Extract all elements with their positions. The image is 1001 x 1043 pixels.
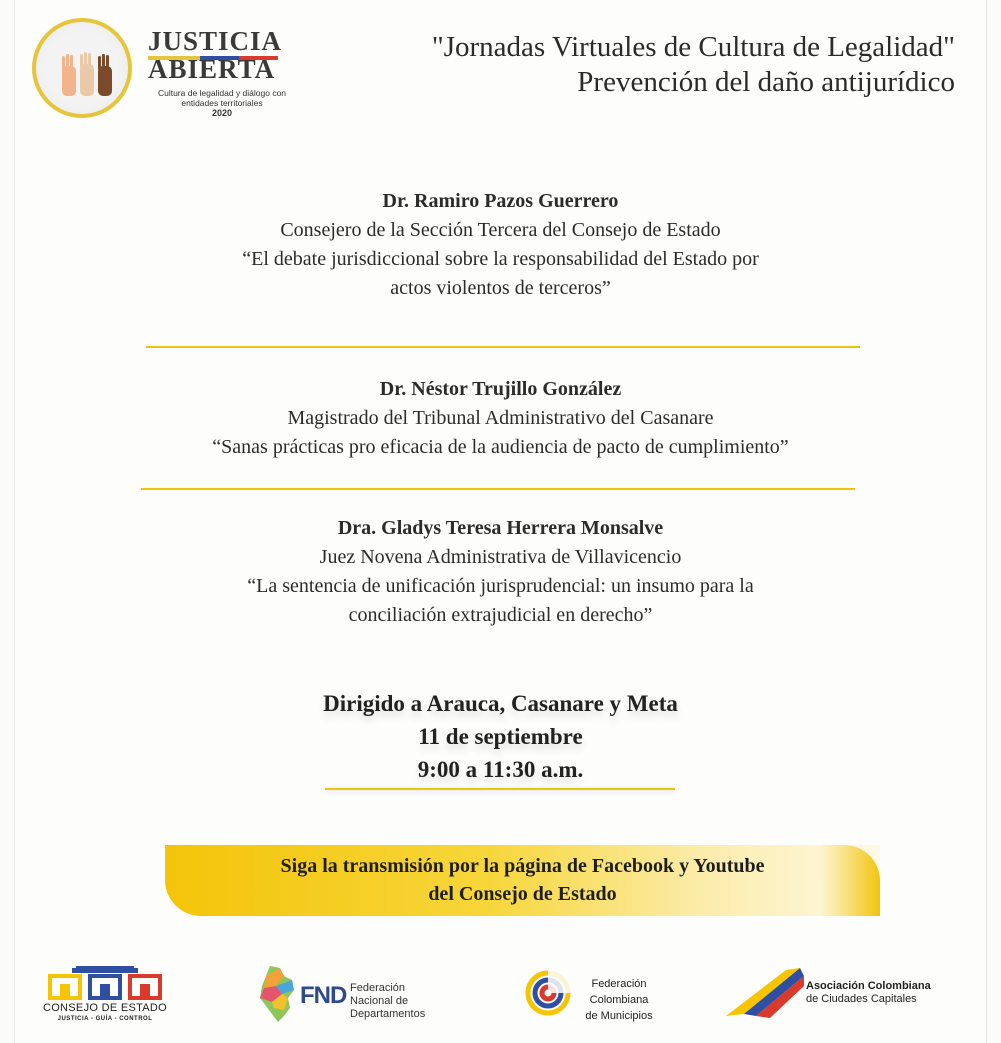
speaker-name: Dr. Ramiro Pazos Guerrero	[382, 190, 619, 212]
divider	[325, 788, 675, 790]
title-line1: "Jornadas Virtuales de Cultura de Legalidad"	[431, 31, 955, 63]
fnd-full-name	[350, 982, 436, 1021]
speaker-topic-line1: “El debate jurisdiccional sobre la responsabilidad del Estado por	[242, 248, 759, 270]
event-date: 11 de septiembre	[418, 724, 583, 749]
fcm-line2: Colombiana	[589, 994, 649, 1006]
speaker-role: Juez Novena Administrativa de Villavicencio	[319, 546, 682, 568]
acc-logo	[726, 962, 956, 1027]
acc-name	[806, 980, 931, 1006]
logo-subtitle-line2: entidades territoriales	[181, 98, 263, 108]
consejo-motto: JUSTICIA - GUÍA - CONTROL	[57, 1016, 153, 1022]
stream-banner	[165, 845, 880, 916]
speaker-name: Dra. Gladys Teresa Herrera Monsalve	[337, 517, 664, 539]
spiral-icon	[525, 970, 571, 1016]
flag-swoosh-icon	[726, 966, 806, 1022]
logo-title-line1: JUSTICIA	[148, 26, 283, 56]
speaker-block-1	[0, 187, 1001, 303]
divider	[146, 346, 860, 348]
logo-title-line2: ABIERTA	[148, 54, 276, 84]
event-details	[0, 687, 1001, 786]
title-line2: Prevención del daño antijurídico	[577, 66, 955, 98]
speaker-role: Magistrado del Tribunal Administrativo del Casanare	[287, 407, 714, 429]
speaker-block-2	[0, 375, 1001, 462]
logo-subtitle-line1: Cultura de legalidad y diálogo con	[157, 88, 287, 98]
speaker-role: Consejero de la Sección Tercera del Consejo de Estado	[280, 219, 721, 241]
speaker-topic-line2: actos violentos de terceros”	[390, 277, 611, 299]
speaker-block-3	[0, 514, 1001, 630]
banner-line2: del Consejo de Estado	[428, 883, 617, 905]
fcm-name	[573, 976, 665, 1024]
consejo-name: CONSEJO DE ESTADO	[42, 1002, 168, 1014]
consejo-de-estado-logo	[40, 962, 170, 1027]
raised-hands-icon	[58, 52, 118, 102]
divider	[141, 488, 855, 490]
fnd-line2: Departamentos	[350, 1008, 426, 1020]
speaker-name: Dr. Néstor Trujillo González	[379, 378, 622, 400]
fnd-abbreviation: FND	[300, 982, 347, 1009]
speaker-topic-line2: conciliación extrajudicial en derecho”	[348, 604, 653, 626]
event-time: 9:00 a 11:30 a.m.	[417, 757, 584, 782]
colombia-map-icon	[256, 964, 298, 1024]
fcm-line1: Federación	[591, 978, 647, 990]
acc-line1: Asociación Colombiana	[806, 980, 931, 992]
justicia-abierta-logo	[28, 12, 288, 127]
fnd-line1: Federación Nacional de	[350, 982, 409, 1007]
acc-line2: de Ciudades Capitales	[806, 993, 917, 1005]
fcm-line3: de Municipios	[585, 1010, 653, 1022]
banner-line1: Siga la transmisión por la página de Facebook y Youtube	[280, 855, 765, 877]
speaker-topic-line1: “La sentencia de unificación jurisprudencial: un insumo para la	[247, 575, 754, 597]
building-columns-icon	[46, 966, 164, 1002]
speaker-topic-line1: “Sanas prácticas pro eficacia de la audiencia de pacto de cumplimiento”	[212, 436, 789, 458]
event-series-title	[432, 30, 955, 100]
fcm-logo	[525, 962, 665, 1027]
event-audience: Dirigido a Arauca, Casanare y Meta	[323, 691, 678, 716]
logo-year: 2020	[211, 108, 233, 118]
fnd-logo	[256, 962, 436, 1027]
